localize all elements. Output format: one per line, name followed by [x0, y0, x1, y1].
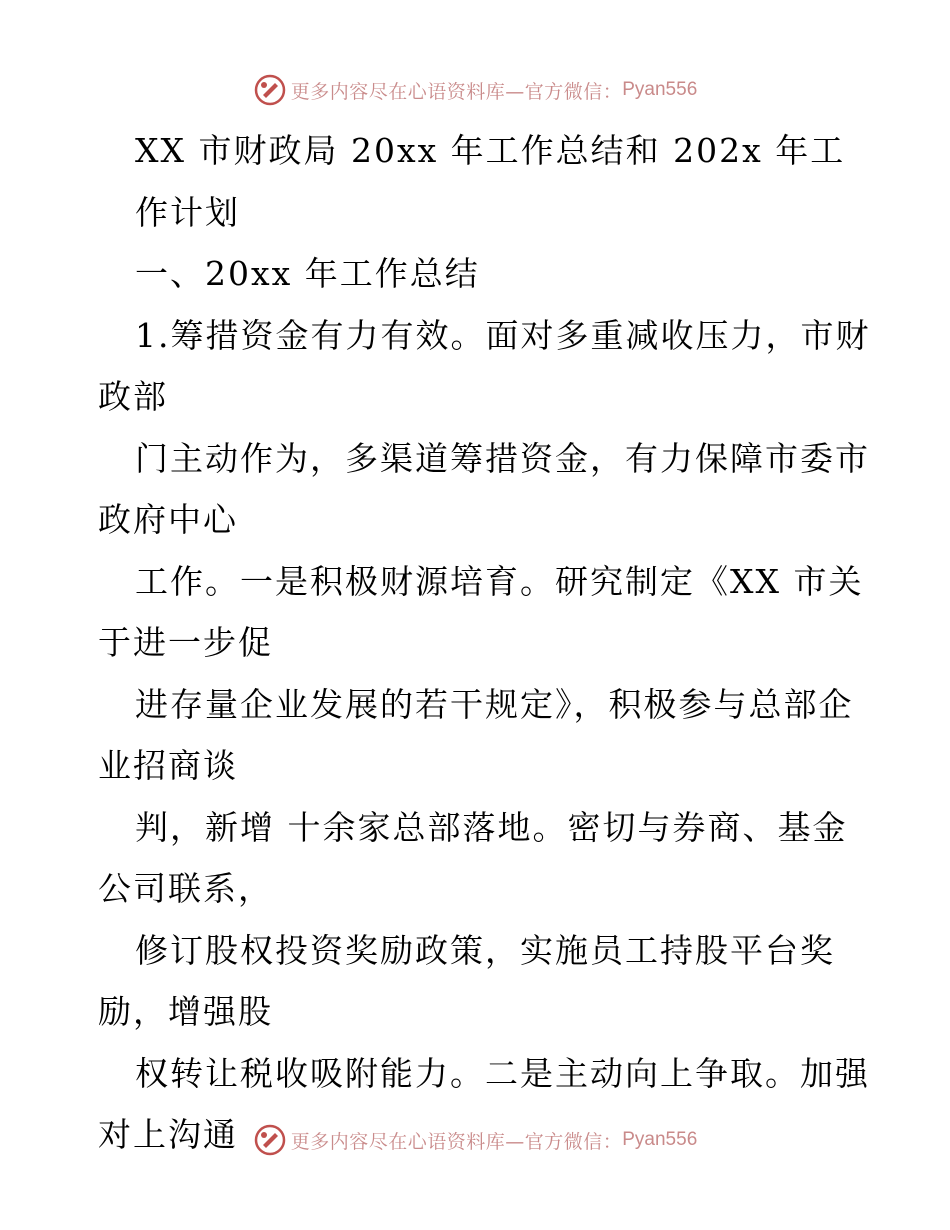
watermark-text: 更多内容尽在心语资料库—官方微信：: [290, 1130, 623, 1153]
watermark-banner-top: [0, 70, 950, 110]
text-line: 进存量企业发展的若干规定》，积极参与总部企: [135, 684, 854, 724]
text-line: 工作。一是积极财源培育。研究制定《XX 市关: [135, 561, 864, 601]
watermark-text: 更多内容尽在心语资料库—官方微信：: [290, 80, 623, 103]
text-line: 业招商谈: [98, 746, 238, 785]
watermark-banner-bottom: [0, 1120, 950, 1160]
logo-icon: [253, 1123, 287, 1157]
text-line: XX 市财政局 20xx 年工作总结和 202x 年工: [135, 131, 846, 170]
watermark-handle: Pyan556: [622, 1129, 698, 1150]
text-line: 励，增强股: [98, 992, 273, 1031]
text-line: 权转让税收吸附能力。二是主动向上争取。加强: [135, 1053, 870, 1093]
logo-icon: [253, 73, 287, 107]
text-line: 修订股权投资奖励政策，实施员工持股平台奖: [135, 930, 835, 970]
text-line: 政府中心: [98, 500, 238, 539]
text-line: 一、20xx 年工作总结: [135, 254, 480, 293]
text-line: 于进一步促: [98, 623, 273, 662]
text-line: 判，新增 十余家总部落地。密切与券商、基金: [135, 807, 848, 847]
watermark-handle: Pyan556: [622, 79, 698, 100]
text-line: 作计划: [135, 192, 240, 232]
text-line: 对上沟通: [98, 1115, 238, 1154]
text-line: 政部: [98, 377, 168, 416]
text-line: 门主动作为，多渠道筹措资金，有力保障市委市: [135, 438, 870, 478]
text-line: 公司联系，: [98, 869, 273, 908]
text-line: 1.筹措资金有力有效。面对多重减收压力，市财: [135, 315, 871, 355]
document-body: [98, 120, 871, 1166]
